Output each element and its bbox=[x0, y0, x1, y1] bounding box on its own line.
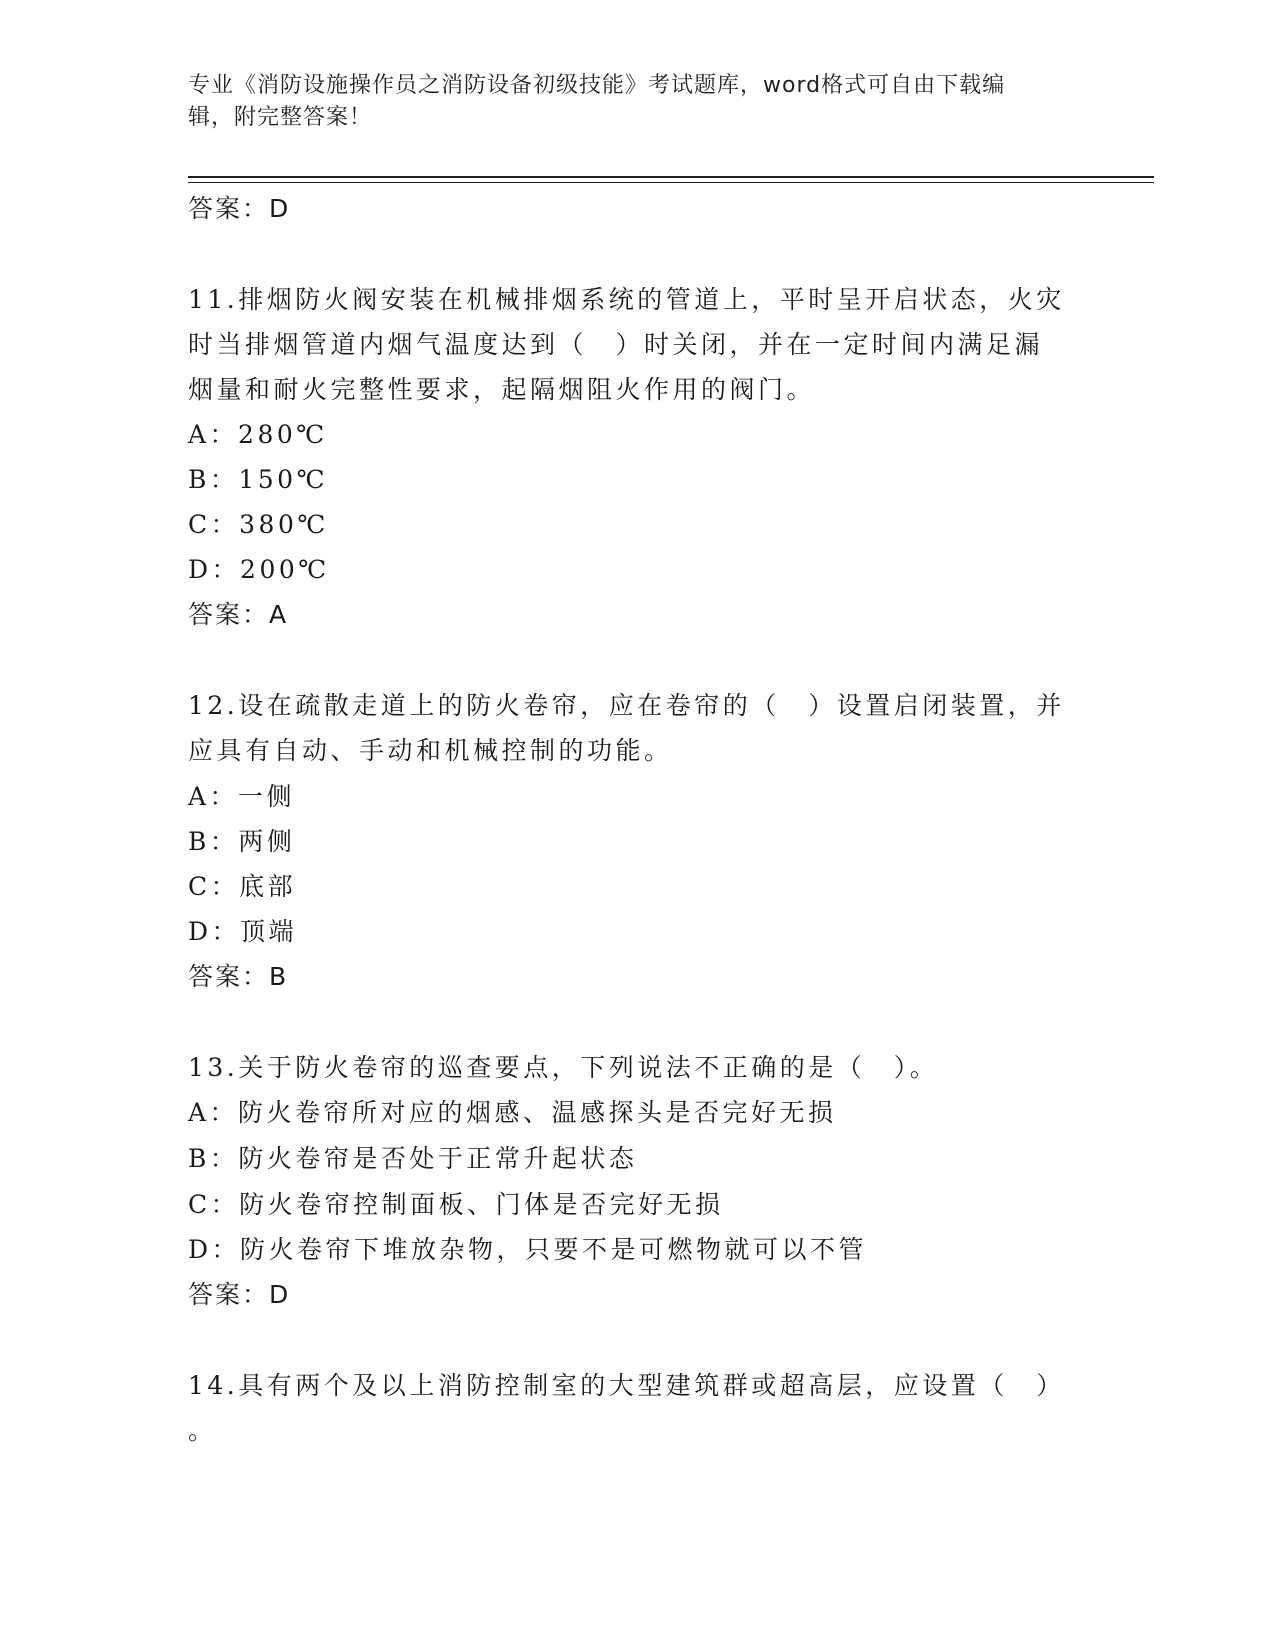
question-11-stem-line-2: 时当排烟管道内烟气温度达到（ ）时关闭，并在一定时间内满足漏 bbox=[188, 330, 1044, 359]
question-12-answer: 答案：B bbox=[188, 962, 289, 991]
question-13-option-a: A：防火卷帘所对应的烟感、温感探头是否完好无损 bbox=[188, 1098, 837, 1127]
header-line-2: 辑，附完整答案！ bbox=[188, 105, 373, 130]
question-11-option-b: B：150℃ bbox=[188, 465, 329, 494]
question-13-stem-line-1: 13.关于防火卷帘的巡查要点，下列说法不正确的是（ ）。 bbox=[188, 1053, 939, 1082]
question-13-option-d: D：防火卷帘下堆放杂物，只要不是可燃物就可以不管 bbox=[188, 1235, 868, 1264]
header-divider-thick bbox=[188, 176, 1154, 178]
question-12-stem-line-1: 12.设在疏散走道上的防火卷帘，应在卷帘的（ ）设置启闭装置，并 bbox=[188, 691, 1065, 720]
question-12-option-a: A：一侧 bbox=[188, 782, 296, 811]
question-12-stem-line-2: 应具有自动、手动和机械控制的功能。 bbox=[188, 736, 673, 765]
question-11-answer: 答案：A bbox=[188, 600, 289, 629]
header-line-1: 专业《消防设施操作员之消防设备初级技能》考试题库，word格式可自由下载编 bbox=[188, 73, 1006, 98]
question-13-option-b: B：防火卷帘是否处于正常升起状态 bbox=[188, 1144, 638, 1173]
header-divider-thin bbox=[188, 182, 1154, 183]
page-header bbox=[188, 70, 1068, 134]
question-14-stem-line-1: 14.具有两个及以上消防控制室的大型建筑群或超高层，应设置（ ） bbox=[188, 1371, 1065, 1400]
question-11-option-c: C：380℃ bbox=[188, 510, 329, 539]
question-11-option-d: D：200℃ bbox=[188, 555, 330, 584]
question-13-option-c: C：防火卷帘控制面板、门体是否完好无损 bbox=[188, 1190, 724, 1219]
question-11-stem-line-3: 烟量和耐火完整性要求，起隔烟阻火作用的阀门。 bbox=[188, 375, 816, 404]
question-14-stem-line-2: 。 bbox=[188, 1416, 217, 1445]
question-12-option-b: B：两侧 bbox=[188, 827, 296, 856]
question-13-answer: 答案：D bbox=[188, 1280, 291, 1309]
question-11-option-a: A：280℃ bbox=[188, 420, 328, 449]
question-12-option-c: C：底部 bbox=[188, 872, 297, 901]
question-11-stem-line-1: 11.排烟防火阀安装在机械排烟系统的管道上，平时呈开启状态，火灾 bbox=[188, 285, 1065, 314]
answer-q10: 答案：D bbox=[188, 194, 291, 223]
question-12-option-d: D：顶端 bbox=[188, 917, 298, 946]
